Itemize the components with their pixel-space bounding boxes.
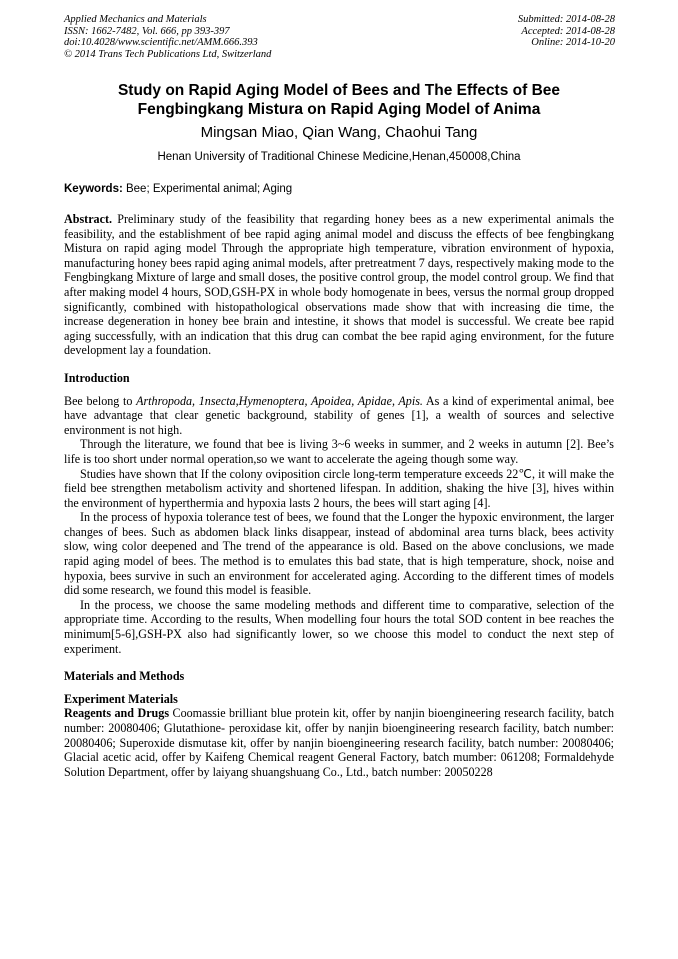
taxonomy-text: Arthropoda, 1nsecta,Hymenoptera, Apoidea, Apidae, Apis.	[136, 393, 423, 408]
intro-paragraph-3: Studies have shown that If the colony oviposition circle long-term temperature exceeds 22℃, it will make the field bee strengthen metabolism activity and shortened lifespan. In addition, shaking the hive [3], hives within the environment of hyperthermia and hypoxia lasts 2 hours, the bees will start aging [4].	[64, 466, 614, 510]
title-line-2: Fengbingkang Mistura on Rapid Aging Model of Anima	[137, 101, 541, 118]
paper-title	[40, 81, 638, 119]
reagents-paragraph	[64, 706, 614, 779]
submitted-date: Submitted: 2014-08-28	[517, 14, 615, 25]
affiliation: Henan University of Traditional Chinese Medicine,Henan,450008,China	[157, 151, 521, 163]
online-date: Online: 2014-10-20	[531, 37, 615, 49]
dates-header	[518, 14, 615, 49]
paper-body	[64, 212, 614, 779]
issn-volume: ISSN: 1662-7482, Vol. 666, pp 393-397	[64, 25, 230, 37]
intro-paragraph-1: Bee belong to Arthropoda, 1nsecta,Hymenoptera, Apoidea, Apidae, Apis. As a kind of experimental animal, bee have advantage that clear genetic background, stability of genes [1], a wealth of sources and selective environment is not high.	[64, 393, 614, 437]
journal-name: Applied Mechanics and Materials	[64, 14, 207, 25]
copyright: © 2014 Trans Tech Publications Ltd, Switzerland	[64, 48, 272, 60]
reagents-text: Coomassie brilliant blue protein kit, offer by nanjin bioengineering research facility, batch number: 20080406; Glutathione- peroxidase kit, offer by nanjin bioengineering research facility, batch number: 20080406; Superoxide dismutase kit, offer by nanjin bioengineering research facility, batch number: 20080406; Glacial acetic acid, offer by Kaifeng Chemical reagent General Factory, batch mumber: 061208; Formaldehyde Solution Department, offer by laiyang shuangshuang Co., Ltd., batch number: 20050228	[64, 706, 614, 779]
abstract	[64, 212, 614, 358]
introduction-heading: Introduction	[64, 370, 130, 385]
abstract-text: Preliminary study of the feasibility that regarding honey bees as a new experimental animals the feasibility, and the establishment of bee rapid aging animal model and discuss the effects of bee fengbingkang Mistura on rapid aging model Through the appropriate high temperature, vibration environment of hypoxia, manufacturing honey bees rapid aging animal models, after pretreatment 7 days, respectively making mode to the Fengbingkang Mixture of large and small doses, the positive control group, the model control group. We find that after making model 4 hours, SOD,GSH-PX in whole body homogenate in bees, versus the normal group dropped significantly, combined with histopathological observations made show that with increasing die time, the increase degeneration in honey bee brain and intestine, it shows that model is successful. We create bee rapid aging successfully, with an indication that this drug can combat the bee rapid aging environment, for the future development lay a foundation.	[64, 212, 614, 358]
methods-heading: Materials and Methods	[64, 669, 185, 684]
abstract-label: Abstract.	[64, 212, 113, 226]
accepted-date: Accepted: 2014-08-28	[521, 25, 615, 37]
keywords-text: Bee; Experimental animal; Aging	[122, 183, 293, 195]
title-line-1: Study on Rapid Aging Model of Bees and The Effects of Bee	[117, 82, 561, 99]
keywords-label: Keywords:	[64, 183, 123, 195]
intro-paragraph-2: Through the literature, we found that bee is living 3~6 weeks in summer, and 2 weeks in autumn [2]. Bee’s life is too short under normal operation,so we want to accelerate the ageing though some way.	[64, 437, 614, 466]
keywords	[64, 182, 292, 196]
intro-paragraph-4: In the process of hypoxia tolerance test of bees, we found that the Longer the hypoxic environment, the larger changes of bees. Such as abdomen black links disappear, instead of abdominal area turns black, bees activity slow, wing color deepened and The trend of the appearance is old. Based on the above conclusions, we made rapid aging model of bees. The method is to emulates this bad state, that is high temperature, shock, noise and hypoxia, bees survive in such an environment for accelerated aging. According to the different times of models did some research, we found this model is feasible.	[64, 510, 614, 598]
journal-header	[64, 14, 271, 60]
reagents-label: Reagents and Drugs	[64, 706, 170, 721]
authors: Mingsan Miao, Qian Wang, Chaohui Tang	[200, 124, 478, 141]
intro-paragraph-5: In the process, we choose the same modeling methods and different time to comparative, selection of the appropriate time. According to the results, When modelling four hours the total SOD content in bee reaches the minimum[5-6],GSH-PX also had significantly lower, so we choose this model to conduct the next step of experiment.	[64, 597, 614, 656]
doi: doi:10.4028/www.scientific.net/AMM.666.393	[64, 37, 258, 49]
materials-subheading: Experiment Materials	[64, 691, 178, 706]
